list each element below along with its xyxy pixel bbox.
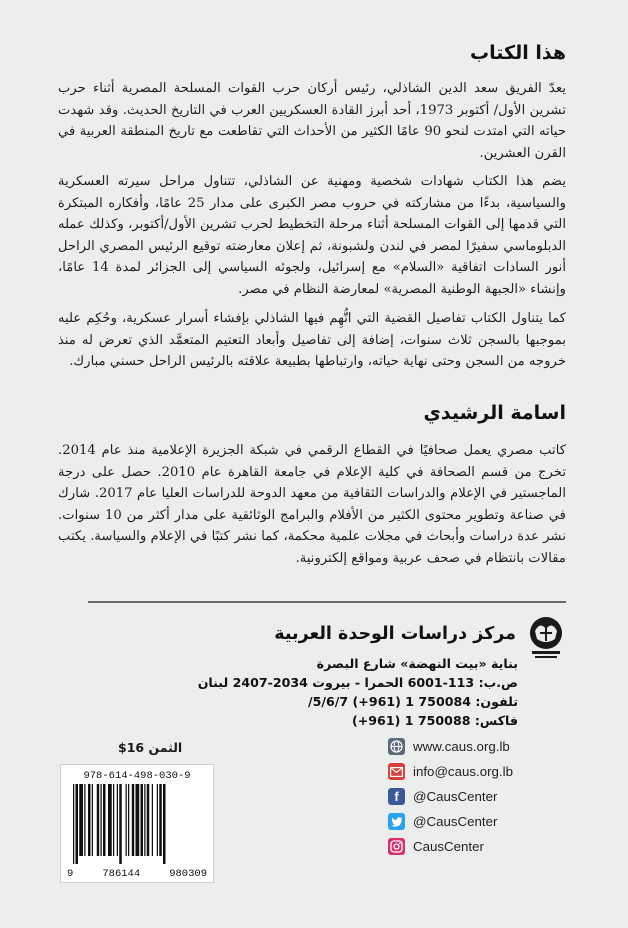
barcode-bar — [128, 784, 129, 856]
barcode-bar — [157, 784, 158, 856]
twitter-text: @CausCenter — [413, 814, 498, 829]
publisher-name: مركز دراسات الوحدة العربية — [274, 624, 516, 644]
barcode-bar — [101, 784, 102, 856]
website-text: www.caus.org.lb — [413, 739, 510, 754]
mail-icon — [388, 763, 405, 780]
barcode-bar — [92, 784, 93, 856]
isbn-barcode — [60, 764, 214, 883]
barcode-bar — [103, 784, 106, 856]
publisher-phone: تلفون: 750084 1 (961+) 5/6/7/ — [308, 694, 518, 709]
section-divider — [88, 601, 566, 603]
globe-icon — [388, 738, 405, 755]
author-bio: كاتب مصري يعمل صحافيًا في القطاع الرقمي في شبكة الجزيرة الإعلامية منذ عام 2014. تخرج من قسم الصحافة في كلية الإعلام في جامعة القاهرة عام 2010. حصل على درجة الماجستير في الإعلام والدراسات الثقافية من معهد الدوحة للدراسات العليا عام 2017. شارك في صناعة وتطوير محتوى الكثير من الأفلام والبرامج الوثائقية على مدار أكثر من 10 سنوات. نشر عدة دراسات وأبحاث في مجلات علمية محكمة، كما نشر كتبًا في الإعلام والسياسة. يكتب مقالات بانتظام في صحف عربية ومواقع إلكترونية. — [58, 443, 566, 566]
barcode-bar — [163, 784, 166, 864]
barcode-bar — [136, 784, 140, 856]
publisher-fax: فاكس: 750088 1 (961+) — [351, 713, 518, 728]
barcode-bar — [84, 784, 85, 856]
price-label: الثمن 16$ — [118, 740, 183, 755]
website-link[interactable] — [388, 738, 510, 755]
email-text: info@caus.org.lb — [413, 764, 513, 779]
publisher-logo-icon — [526, 615, 566, 661]
publisher-address-line: بناية «بيت النهضة» شارع البصرة — [316, 656, 518, 671]
barcode-bar — [144, 784, 145, 856]
barcode-bar — [126, 784, 127, 856]
facebook-icon: f — [388, 788, 405, 805]
twitter-link[interactable] — [388, 813, 497, 830]
barcode-bar — [76, 784, 79, 864]
barcode-bar — [113, 784, 114, 856]
facebook-link[interactable] — [388, 788, 497, 805]
barcode-digit-group: 980309 — [169, 868, 207, 880]
barcode-bar — [108, 784, 112, 856]
barcode-bar — [97, 784, 100, 856]
publisher-address-line: ص.ب: 113-6001 الحمرا - بيروت 2034-2407 لبنان — [197, 675, 518, 690]
book-paragraph-2: يضم هذا الكتاب شهادات شخصية ومهنية عن الشاذلي، تتناول مراحل سيرته العسكرية والسياسية، بدءًا من مشاركته في حروب مصر الكبرى على مدار 25 عامًا، وأفكاره المبتكرة التي قدمها إلى القوات المسلحة أثناء مرحلة التخطيط لحرب تشرين الأول/أكتوبر، وكذلك عمله الدبلوماسي سفيرًا لمصر في لندن ولشبونة، ثم إعلان معارضته توقيع الرئيس المصري الراحل أنور السادات اتفاقية «السلام» مع إسرائيل، ولجوئه السياسي إلى الجزائر لمدة 14 عامًا، وإنشاء «الجبهة الوطنية المصرية» لمعارضة النظام في مصر. — [58, 174, 566, 297]
barcode-digit-group: 9 — [67, 868, 74, 880]
barcode-bar — [132, 784, 135, 856]
book-paragraph-3: كما يتناول الكتاب تفاصيل القضية التي اتُّهِم فيها الشاذلي بإفشاء أسرار عسكرية، وحُكِم عليه بموجبها بالسجن ثلاث سنوات، إضافة إلى تفاصيل وأبعاد التعتيم المتعمَّد الذي تعرض له منذ خروجه من السجن وحتى نهاية حياته، وارتباطها بطبيعة علاقته بالرئيس الراحل حسني مبارك. — [58, 311, 566, 370]
barcode-bar — [119, 784, 122, 864]
isbn-number: 978-614-498-030-9 — [83, 770, 191, 782]
barcode-bar — [88, 784, 91, 856]
barcode-bar — [147, 784, 150, 856]
barcode-bar — [79, 784, 83, 856]
author-heading: اسامة الرشيدي — [423, 402, 566, 424]
instagram-link[interactable] — [388, 838, 484, 855]
facebook-text: @CausCenter — [413, 789, 498, 804]
barcode-bar — [141, 784, 144, 856]
barcode-bar — [152, 784, 153, 856]
book-paragraph-1: يعدّ الفريق سعد الدين الشاذلي، رئيس أركان حرب القوات المسلحة المصرية أثناء حرب تشرين الأول/ أكتوبر 1973، أحد أبرز القادة العسكريين العرب في التاريخ الحديث. وقد شهدت حياته التي امتدت لنحو 90 عامًا الكثير من الأحداث التي تقاطعت مع تاريخ المنطقة العربية في القرن العشرين. — [58, 81, 566, 161]
barcode-digit-group: 786144 — [102, 868, 141, 880]
email-link[interactable] — [388, 763, 513, 780]
barcode-digits — [61, 868, 213, 880]
twitter-icon — [388, 813, 405, 830]
instagram-icon — [388, 838, 405, 855]
barcode-bar — [73, 784, 74, 864]
barcode-bar — [159, 784, 162, 856]
barcode-bars — [71, 784, 203, 864]
instagram-text: CausCenter — [413, 839, 484, 854]
book-heading: هذا الكتاب — [470, 42, 566, 64]
barcode-bar — [117, 784, 118, 856]
